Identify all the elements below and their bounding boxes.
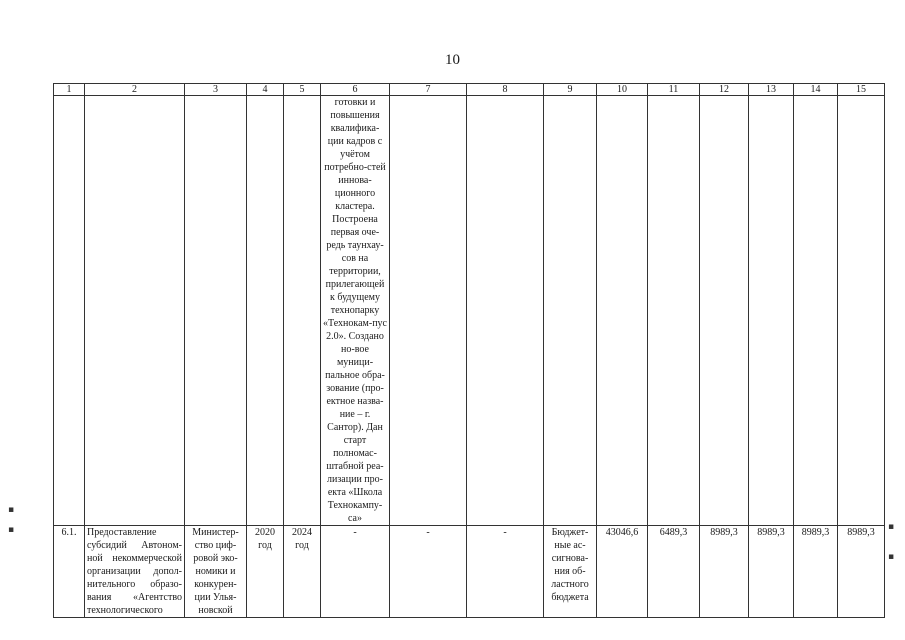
table-cell (544, 96, 597, 526)
table-cell (648, 96, 700, 526)
column-number: 5 (284, 84, 321, 96)
table-cell (838, 96, 885, 526)
column-number: 7 (390, 84, 467, 96)
amount-cell: 8989,3 (749, 526, 794, 618)
column-number-row (54, 84, 885, 96)
column-number: 1 (54, 84, 85, 96)
column-number: 15 (838, 84, 885, 96)
amount-cell: 6489,3 (648, 526, 700, 618)
start-year-cell: 2020 год (247, 526, 284, 618)
scan-mark: ▪ (8, 525, 15, 535)
column-number: 12 (700, 84, 749, 96)
row-number-cell: 6.1. (54, 526, 85, 618)
table-cell (390, 96, 467, 526)
table-cell (185, 96, 247, 526)
amount-cell: 8989,3 (794, 526, 838, 618)
result-cell: - (321, 526, 390, 618)
scan-mark: ▪ (8, 505, 15, 515)
column-number: 10 (597, 84, 648, 96)
table-cell (247, 96, 284, 526)
column-number: 8 (467, 84, 544, 96)
table-cell: - (390, 526, 467, 618)
table-cell (284, 96, 321, 526)
end-year-cell: 2024 год (284, 526, 321, 618)
column-number: 11 (648, 84, 700, 96)
executor-cell: Министер-ство циф-ровой эко-номики и конкурен-ции Улья-новской (185, 526, 247, 618)
column-number: 2 (85, 84, 185, 96)
table-cell: - (467, 526, 544, 618)
column-number: 13 (749, 84, 794, 96)
table-cell (700, 96, 749, 526)
table-cell (597, 96, 648, 526)
scan-mark: ▪ (888, 522, 895, 532)
column-number: 14 (794, 84, 838, 96)
column-number: 3 (185, 84, 247, 96)
amount-cell: 8989,3 (838, 526, 885, 618)
amount-cell: 8989,3 (700, 526, 749, 618)
table-cell (749, 96, 794, 526)
budget-table (53, 83, 885, 618)
total-amount-cell: 43046,6 (597, 526, 648, 618)
column-number: 4 (247, 84, 284, 96)
table-row-6-1 (54, 526, 885, 618)
measure-name-cell: Предоставление субсидий Автоном-ной некоммерческой организации допол-нительного образо-вания «Агентство технологического (85, 526, 185, 618)
expected-result-cell: готовки и повышения квалифика-ции кадров с учётом потребно-стей иннова-ционного кластера. Построена первая оче-редь таунхау-сов на территории, прилегающей к будущему технопарку «Технокам-пус 2.0». Создано но-вое муници-пальное обра-зование (про-ектное назва-ние – г. Сантор). Дан старт полномас-штабной реа-лизации про-екта «Школа Технокампу-са» (321, 96, 390, 526)
funding-source-cell: Бюджет-ные ас-сигнова-ния об-ластного бюджета (544, 526, 597, 618)
table-cell (54, 96, 85, 526)
column-number: 6 (321, 84, 390, 96)
table-cell (467, 96, 544, 526)
page-number: 10 (445, 52, 460, 68)
scan-mark: ▪ (888, 552, 895, 562)
table-cell (794, 96, 838, 526)
column-number: 9 (544, 84, 597, 96)
table-row-continuation (54, 96, 885, 526)
table-cell (85, 96, 185, 526)
